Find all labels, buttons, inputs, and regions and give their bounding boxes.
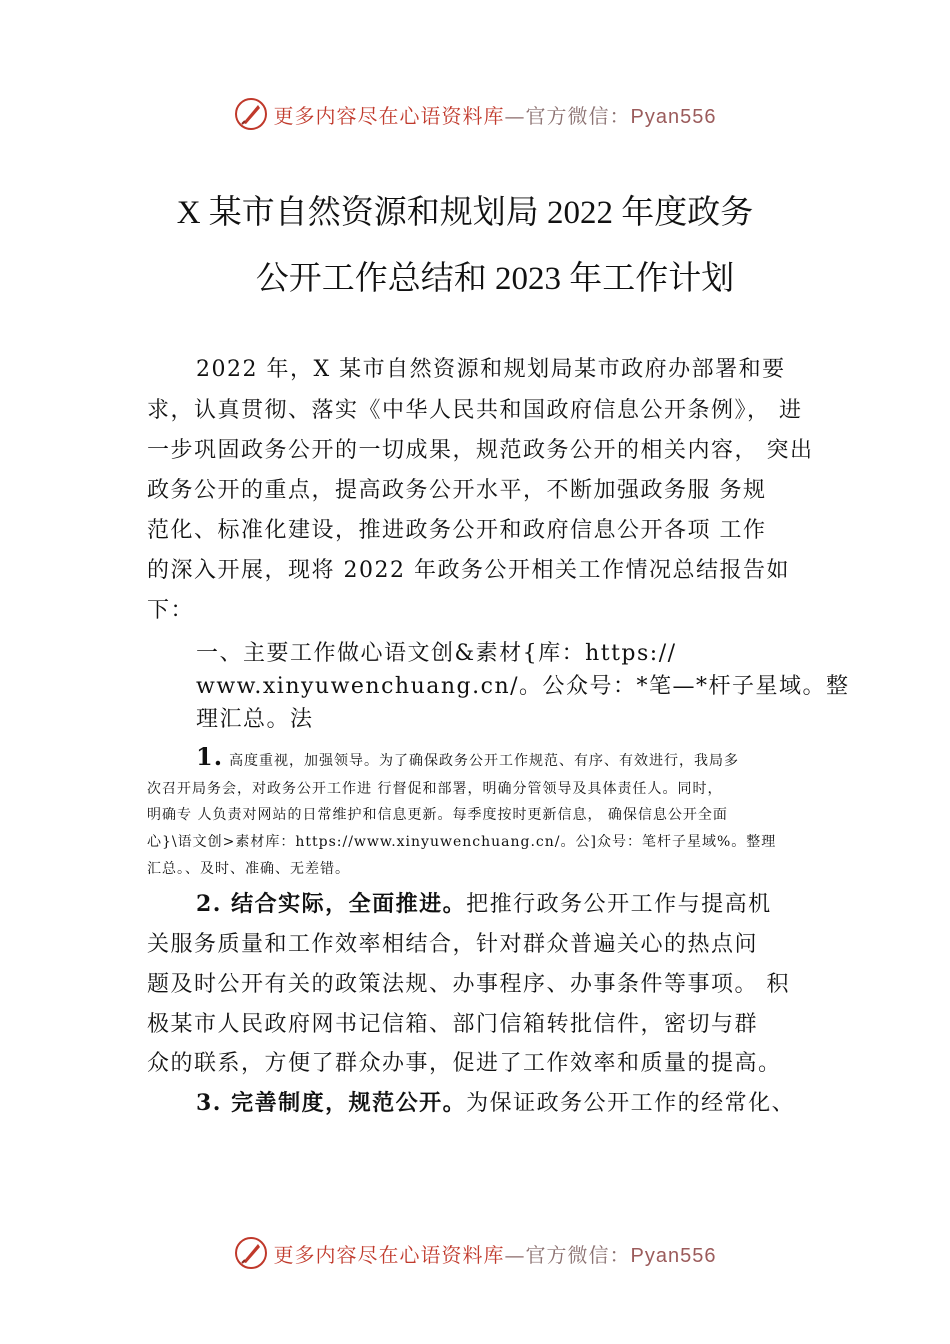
- item-2-line: 关服务质量和工作效率相结合，针对群众普遍关心的热点问: [147, 932, 759, 957]
- item-2-line: 题及时公开有关的政策法规、办事程序、办事条件等事项。 积: [147, 972, 790, 997]
- section-heading-line: 理汇总。法: [196, 707, 314, 732]
- watermark-separator: —: [504, 103, 526, 128]
- intro-line: 的深入开展，现将 2022 年政务公开相关工作情况总结报告如: [147, 558, 790, 583]
- item-1-line: 心}\语文创>素材库：https://www.xinyuwenchuang.cn/。公]众号：笔杆子星域%。整理: [147, 834, 777, 850]
- section-heading-line: 一、主要工作做心语文创&素材{库：https://: [196, 641, 677, 666]
- item-1-line: 次召开局务会，对政务公开工作进 行督促和部署，明确分管领导及具体责任人。同时，: [147, 781, 723, 797]
- item-2-heading: 2. 结合实际，全面推进。: [196, 891, 467, 917]
- item-1-line: 明确专 人负责对网站的日常维护和信息更新。每季度按时更新信息， 确保信息公开全面: [147, 807, 728, 823]
- intro-line: 一步巩固政务公开的一切成果，规范政务公开的相关内容， 突出: [147, 438, 814, 463]
- watermark-wechat-label: 官方微信：: [525, 103, 631, 128]
- item-1-number: 1.: [196, 742, 224, 771]
- item-1-text: 高度重视，加强领导。为了确保政务公开工作规范、有序、有效进行，我局多: [229, 753, 740, 769]
- item-3-first-line: [196, 1086, 795, 1117]
- intro-line: 2022 年，X 某市自然资源和规划局某市政府办部署和要: [196, 357, 786, 382]
- item-1-first-line: [196, 742, 739, 771]
- watermark-separator: —: [504, 1242, 526, 1267]
- watermark-text: [274, 1239, 717, 1268]
- watermark-banner-top: [0, 94, 950, 134]
- quill-logo-icon: [234, 97, 268, 131]
- intro-line: 政务公开的重点，提高政务公开水平，不断加强政务服 务规: [147, 478, 767, 503]
- item-3-heading: 3. 完善制度，规范公开。: [196, 1090, 467, 1116]
- item-2-text: 把推行政务公开工作与提高机: [466, 892, 772, 917]
- section-heading-line: www.xinyuwenchuang.cn/。公众号：*笔—*杆子星域。整: [196, 674, 850, 699]
- intro-line: 下：: [147, 598, 195, 623]
- item-3-text: 为保证政务公开工作的经常化、: [466, 1091, 796, 1116]
- item-2-line: 极某市人民政府网书记信箱、部门信箱转批信件，密切与群: [147, 1012, 759, 1037]
- watermark-brand: 更多内容尽在心语资料库: [273, 1242, 505, 1267]
- document-title-line-2: 公开工作总结和 2023 年工作计划: [255, 261, 735, 297]
- quill-logo-icon: [234, 1236, 268, 1270]
- watermark-brand: 更多内容尽在心语资料库: [273, 103, 505, 128]
- watermark-wechat-label: 官方微信：: [525, 1242, 631, 1267]
- watermark-wechat-id: Pyan556: [630, 105, 717, 128]
- intro-line: 范化、标准化建设，推进政务公开和政府信息公开各项 工作: [147, 518, 767, 543]
- watermark-banner-bottom: [0, 1233, 950, 1273]
- watermark-text: [274, 100, 717, 129]
- item-2-first-line: [196, 887, 772, 918]
- watermark-wechat-id: Pyan556: [630, 1244, 717, 1267]
- item-1-line: 汇总。、及时、准确、无差错。: [147, 861, 350, 877]
- document-title-line-1: X 某市自然资源和规划局 2022 年度政务: [176, 195, 754, 231]
- item-2-line: 众的联系，方便了群众办事，促进了工作效率和质量的提高。: [147, 1051, 782, 1076]
- intro-line: 求，认真贯彻、落实《中华人民共和国政府信息公开条例》， 进: [147, 398, 803, 423]
